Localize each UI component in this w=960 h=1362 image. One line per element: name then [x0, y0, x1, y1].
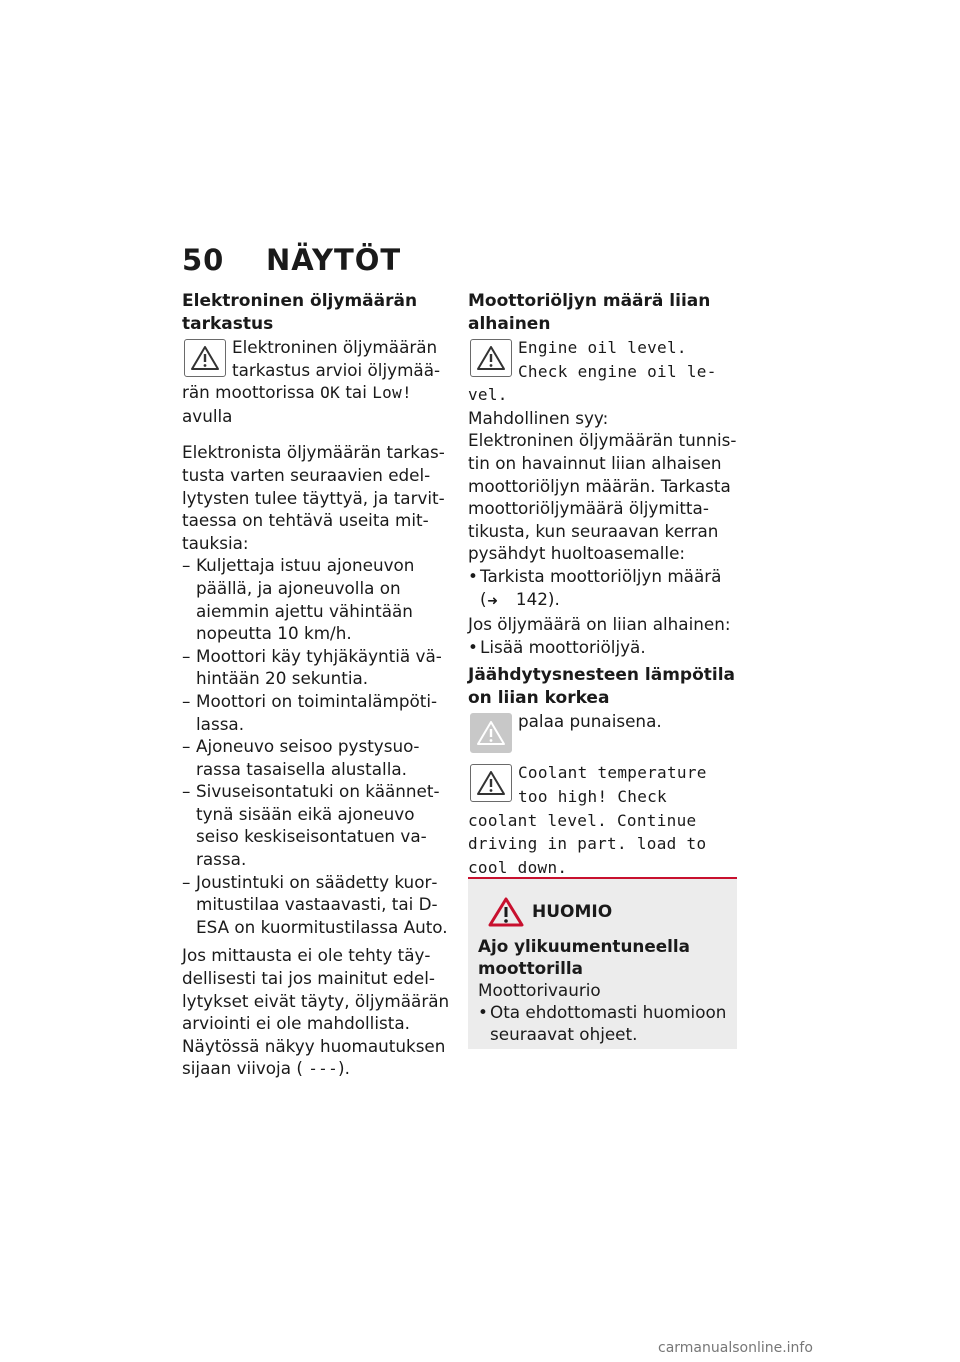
oil-check-heading: Elektroninen öljymäärän tarkastus: [182, 291, 418, 334]
no-measurement-text: Jos mittausta ei ole tehty täydellisesti tai jos mainitut edellytykset eivät täyty, öljymäärän arviointi ei ole mahdollista. Näytössä näkyy huomautuksen sijaan viivoja (: [182, 945, 450, 1079]
ok-code: OK: [320, 383, 341, 403]
prerequisites-paragraph: Elektronista öljymäärän tarkastusta varten seuraavien edellytysten tulee täyttyä, ja tarvittaessa on tehtävä useita mittauksia:: [182, 442, 445, 553]
section-title: NÄYTÖT: [266, 243, 402, 277]
conditions-list: [182, 554, 450, 938]
page-number: 50: [182, 243, 225, 277]
notice-list: [478, 1001, 727, 1045]
oil-check-intro-text-3: avulla: [182, 405, 233, 426]
no-measurement-paragraph: [182, 944, 450, 1081]
low-oil-heading: Moottoriöljyn määrä liian alhainen: [468, 291, 711, 334]
or-text: tai: [340, 382, 373, 403]
right-column: [468, 290, 738, 879]
warning-triangle-icon: [184, 339, 226, 377]
low-condition: Jos öljymäärä on liian alhainen:: [468, 614, 731, 635]
notice-title: Ajo ylikuumentuneella moottorilla: [478, 936, 690, 978]
list-item: – Moottori käy tyhjäkäyntiä vähintään 20 sekuntia.: [182, 645, 450, 690]
list-item: • Ota ehdottomasti huomioon seuraavat ohjeet.: [478, 1001, 727, 1045]
notice-consequence: Moottorivaurio: [478, 980, 601, 1000]
coolant-indicator-block: [468, 710, 738, 733]
red-light-text: palaa punaisena.: [518, 711, 662, 732]
notice-box: [468, 877, 737, 1049]
cause-text: Elektroninen öljymäärän tunnistin on havainnut liian alhaisen moottoriöljyn määrän. Tarkasta moottoriöljymäärä öljymittatikusta, kun seuraavan kerran pysähdyt huoltoasemalle:: [468, 430, 737, 564]
dashes-code: ---: [308, 1059, 339, 1079]
caution-icon: [488, 897, 524, 927]
warning-triangle-icon: [470, 764, 512, 802]
oil-check-intro-text-2: rän moottorissa: [182, 382, 321, 403]
page-reference[interactable]: 142).: [515, 588, 560, 609]
list-item: – Kuljettaja istuu ajoneuvon päällä, ja ajoneuvolla on aiemmin ajettu vähintään nopeutta 10 km/h.: [182, 554, 450, 644]
no-measurement-end: ).: [338, 1058, 350, 1079]
low-oil-message-block: [468, 336, 738, 407]
page-header: [182, 243, 401, 277]
list-item: • Tarkista moottoriöljyn määrä (➜ 142).: [468, 565, 738, 613]
list-item: – Joustintuki on säädetty kuormitustilaa vastaavasti, tai D-ESA on kuormitustilassa Auto.: [182, 871, 450, 939]
list-item: – Sivuseisontatuki on käännettynä sisään eikä ajoneuvo seiso keskiseisontatuen varassa.: [182, 780, 450, 870]
coolant-message-block: [468, 761, 738, 879]
oil-check-intro-text: Elektroninen öljymäärän tarkastus arvioi öljymää-: [232, 337, 441, 380]
list-item: – Moottori on toimintalämpötilassa.: [182, 690, 450, 735]
warning-triangle-icon: [470, 339, 512, 377]
left-column: [182, 290, 450, 1081]
low-code: Low!: [372, 383, 412, 403]
list-item: • Lisää moottoriöljyä.: [468, 636, 738, 659]
notice-label: HUOMIO: [532, 902, 613, 922]
list-item: – Ajoneuvo seisoo pystysuorassa tasaisella alustalla.: [182, 735, 450, 780]
coolant-heading: Jäähdytysnesteen lämpötila on liian korkea: [468, 665, 736, 709]
warning-light-icon: [470, 713, 512, 753]
cause-label: Mahdollinen syy:: [468, 407, 609, 428]
page-reference-arrow-icon: ➜: [487, 593, 499, 609]
check-oil-text: Tarkista moottoriöljyn määrä: [480, 565, 722, 586]
oil-check-intro: [182, 336, 450, 427]
check-list: [468, 565, 738, 613]
notice-header: [478, 897, 727, 927]
action-list: [468, 636, 738, 659]
coolant-display-message: Coolant temperature too high! Check coolant level. Continue driving in part. load to cool down.: [468, 763, 707, 877]
watermark: carmanualsonline.info: [658, 1340, 813, 1356]
low-oil-display-message: Engine oil level. Check engine oil level.: [468, 338, 717, 405]
